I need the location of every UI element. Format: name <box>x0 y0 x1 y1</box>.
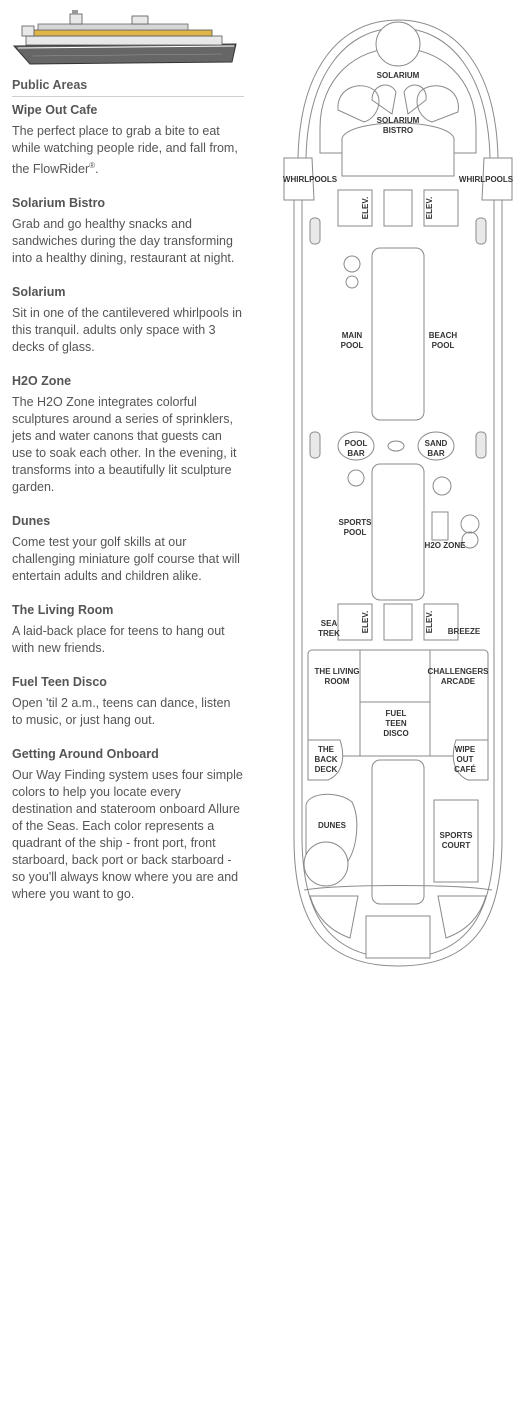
label-whirlpools-left: WHIRLPOOLS <box>282 175 338 184</box>
label-living-room-2: ROOM <box>324 677 350 686</box>
label-fuel-1: FUEL <box>385 709 407 718</box>
info-panel <box>12 10 244 921</box>
label-fuel-2: TEEN <box>385 719 407 728</box>
deck-plan-svg <box>280 18 516 970</box>
area-fuel-teen-disco <box>12 675 244 729</box>
area-h2o-zone <box>12 374 244 496</box>
label-back-deck-1: THE <box>318 745 334 754</box>
label-main-pool-1: MAIN <box>341 331 363 340</box>
top-circle <box>376 22 420 66</box>
area-description: Open 'til 2 a.m., teens can dance, listen to music, or just hang out. <box>12 696 231 728</box>
area-title: Solarium <box>12 285 66 300</box>
label-sports-court-1: SPORTS <box>439 831 473 840</box>
label-main-pool-2: POOL <box>340 341 364 350</box>
stair-block-fwd <box>384 190 412 226</box>
label-solarium-bistro-2: BISTRO <box>382 126 414 135</box>
area-title: H2O Zone <box>12 374 72 389</box>
area-description: Sit in one of the cantilevered whirlpools in this tranquil. adults only space with 3 decks of glass. <box>12 306 242 355</box>
area-title: Getting Around Onboard <box>12 747 159 762</box>
central-pool-mid <box>372 464 424 600</box>
label-elev-aft-right: ELEV. <box>425 610 434 634</box>
label-h2o-zone: H2O ZONE <box>424 541 466 550</box>
label-beach-pool-1: BEACH <box>428 331 458 340</box>
label-elev-aft-left: ELEV. <box>361 610 370 634</box>
label-dunes: DUNES <box>317 821 347 830</box>
label-wipe-out-3: CAFÉ <box>454 765 476 774</box>
label-sea-trek-1: SEA <box>320 619 338 628</box>
area-description: A laid-back place for teens to hang out with new friends. <box>12 624 225 656</box>
label-back-deck-2: BACK <box>314 755 338 764</box>
label-sports-court-2: COURT <box>441 841 471 850</box>
label-back-deck-3: DECK <box>314 765 338 774</box>
deck-plan <box>280 18 516 970</box>
label-living-room-1: THE LIVING <box>314 667 360 676</box>
label-pool-bar-2: BAR <box>347 449 365 458</box>
ship-illustration-icon <box>12 10 244 72</box>
label-sports-pool-1: SPORTS <box>338 518 372 527</box>
label-solarium-bistro-1: SOLARIUM <box>376 116 420 125</box>
label-fuel-3: DISCO <box>383 729 409 738</box>
area-solarium-bistro <box>12 196 244 267</box>
aft-pool <box>372 760 424 904</box>
area-solarium <box>12 285 244 356</box>
label-pool-bar-1: POOL <box>344 439 368 448</box>
label-wipe-out-2: OUT <box>456 755 474 764</box>
lounger-left <box>310 218 320 244</box>
label-whirlpools-right: WHIRLPOOLS <box>458 175 514 184</box>
area-description: Our Way Finding system uses four simple colors to help you locate every destination and stateroom onboard Allure of the Seas. Each color represents a quadrant of the ship - front port, front starboard, back port or back starboard - so you'll always know where you are and where you want to go. <box>12 768 243 902</box>
label-elev-fwd-right: ELEV. <box>425 196 434 220</box>
dunes-circle <box>304 842 348 886</box>
area-description: Grab and go healthy snacks and sandwiches during the day transforming into a healthy dining, restaurant at night. <box>12 217 235 266</box>
lounger-right <box>476 218 486 244</box>
label-beach-pool-2: POOL <box>431 341 455 350</box>
area-title: Solarium Bistro <box>12 196 106 211</box>
area-living-room <box>12 603 244 657</box>
label-elev-fwd-left: ELEV. <box>361 196 370 220</box>
area-title: Fuel Teen Disco <box>12 675 107 690</box>
label-solarium: SOLARIUM <box>376 71 420 80</box>
label-wipe-out-1: WIPE <box>454 745 476 754</box>
stair-block-aft <box>384 604 412 640</box>
area-title: Wipe Out Cafe <box>12 103 98 117</box>
central-pool-fwd <box>372 248 424 420</box>
label-challengers-2: ARCADE <box>440 677 476 686</box>
area-getting-around <box>12 747 244 903</box>
area-title: The Living Room <box>12 603 114 618</box>
lounger-mid-right <box>476 432 486 458</box>
area-description: The H2O Zone integrates colorful sculptures around a series of sprinklers, jets and water canons that guests can use to soak each other. In the evening, it transforms into a beautifully lit sculpture garden. <box>12 395 237 495</box>
area-description: The perfect place to grab a bite to eat while watching people ride, and fall from, the FlowRider®. <box>12 124 238 177</box>
area-dunes <box>12 514 244 585</box>
label-breeze: BREEZE <box>447 627 481 636</box>
section-heading: Public Areas <box>12 78 244 97</box>
label-sand-bar-2: BAR <box>427 449 445 458</box>
area-title: Dunes <box>12 514 51 529</box>
lounger-mid-left <box>310 432 320 458</box>
area-description: Come test your golf skills at our challenging miniature golf course that will entertain adults and children alike. <box>12 535 240 584</box>
label-challengers-1: CHALLENGERS <box>427 667 489 676</box>
area-wipe-out-cafe <box>12 103 244 178</box>
label-sand-bar-1: SAND <box>424 439 448 448</box>
stern-center-box <box>366 916 430 958</box>
label-sea-trek-2: TREK <box>318 629 340 638</box>
label-sports-pool-2: POOL <box>343 528 367 537</box>
